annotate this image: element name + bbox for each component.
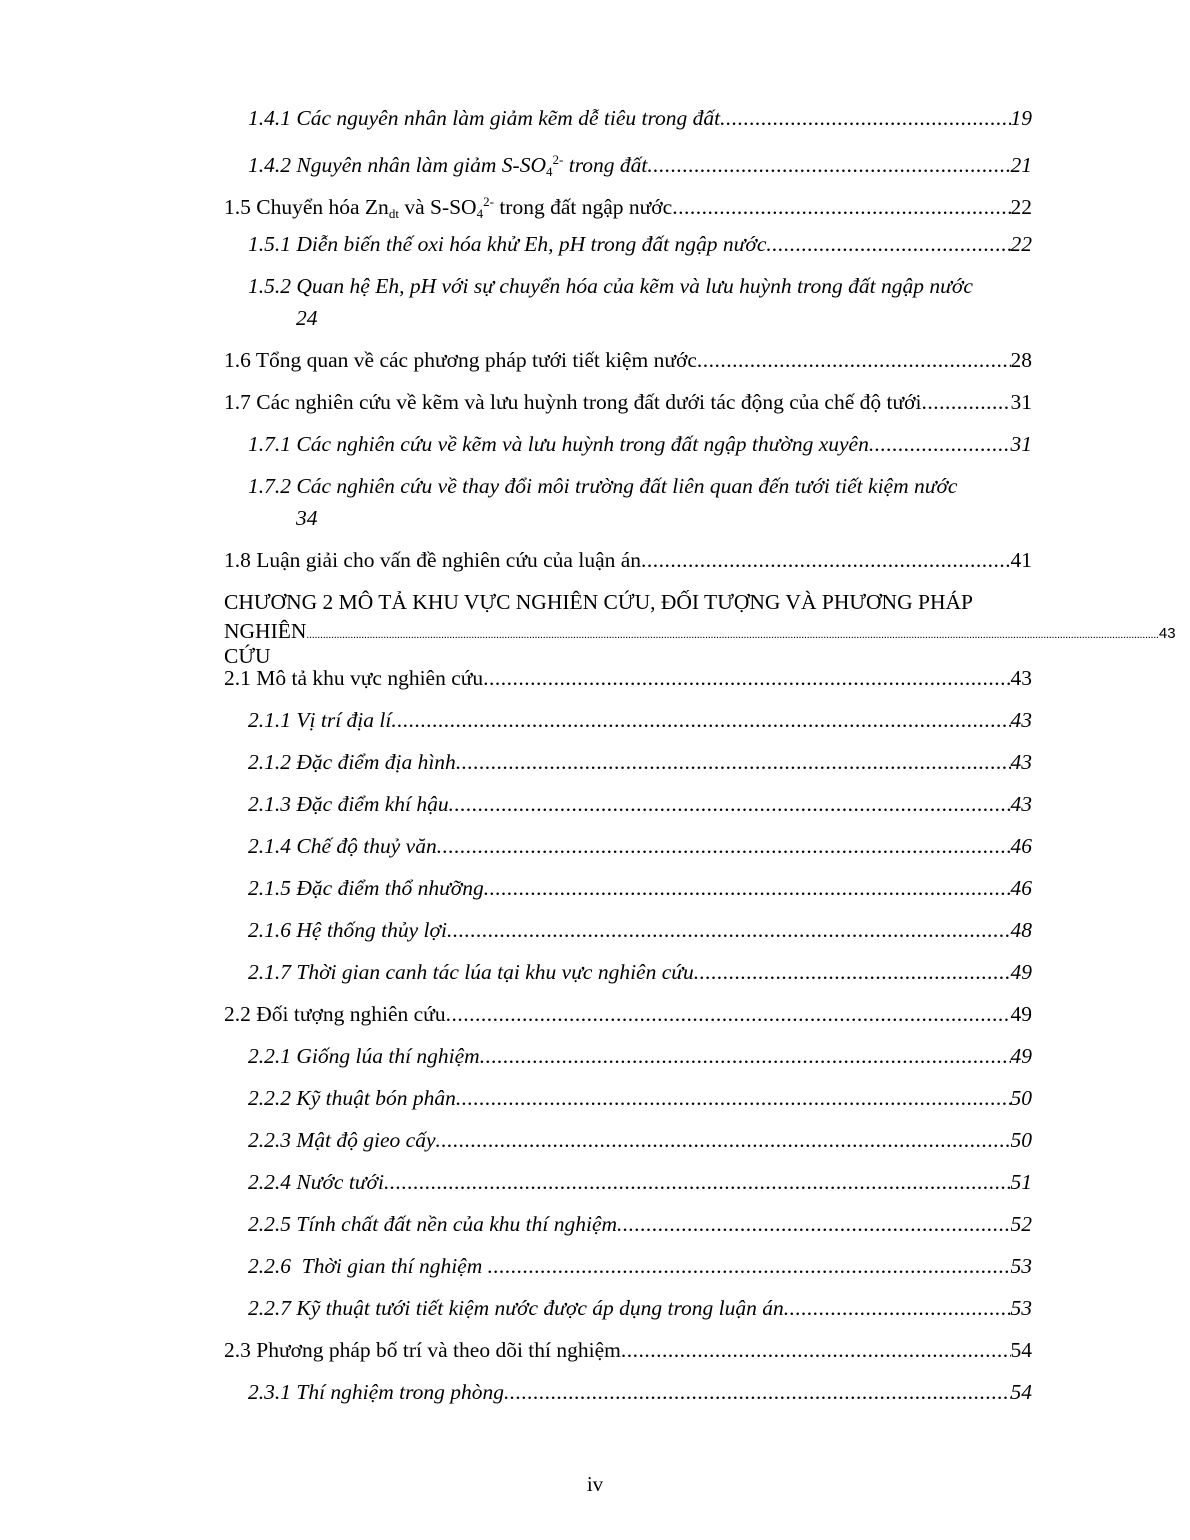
page-number-footer: iv [586, 1472, 604, 1496]
toc-leader [449, 789, 1011, 819]
toc-entry-2-1-2[interactable] [248, 747, 1032, 777]
toc-leader [504, 1377, 1010, 1407]
toc-entry-title: 1.7 Các nghiên cứu về kẽm và lưu huỳnh trong đất dưới tác động của chế độ tưới [224, 390, 922, 414]
toc-page-number: 49 [1010, 1002, 1032, 1026]
toc-entry-2-2-7[interactable] [248, 1293, 1032, 1323]
toc-leader [641, 545, 1010, 575]
toc-leader [766, 229, 1010, 259]
toc-leader [437, 831, 1011, 861]
toc-page-number: 51 [1010, 1170, 1032, 1194]
toc-entry-1-5-1[interactable] [248, 229, 1032, 259]
toc-page-number: 49 [1010, 1044, 1032, 1068]
toc-leader [484, 873, 1011, 903]
toc-entry-title: 2.1.4 Chế độ thuỷ văn [248, 834, 437, 858]
toc-entry-2-1-3[interactable] [248, 789, 1032, 819]
toc-entry-2-2-1[interactable] [248, 1041, 1032, 1071]
toc-entry-title: 1.6 Tổng quan về các phương pháp tưới tiết kiệm nước [224, 348, 697, 372]
toc-entry-2-1-6[interactable] [248, 915, 1032, 945]
toc-page-number: 46 [1010, 834, 1032, 858]
toc-entry-1-4-2[interactable] [248, 145, 1032, 187]
toc-entry-2-2[interactable] [224, 999, 1032, 1029]
toc-entry-1-6[interactable] [224, 345, 1032, 375]
toc-leader [306, 619, 1159, 644]
toc-entry-2-2-6[interactable] [248, 1251, 1032, 1281]
toc-leader [488, 1251, 1011, 1281]
toc-page-number: 28 [1010, 348, 1032, 372]
toc-leader [697, 345, 1011, 375]
toc-entry-1-7-2[interactable] [248, 471, 1048, 501]
toc-page-number: 54 [1010, 1338, 1032, 1362]
toc-entry-2-1-5[interactable] [248, 873, 1032, 903]
toc-leader [480, 1041, 1011, 1071]
toc-page-number: 48 [1010, 918, 1032, 942]
toc-entry-title: 2.2.6 Thời gian thí nghiệm [248, 1254, 488, 1278]
toc-entry-1-8[interactable] [224, 545, 1032, 575]
toc-entry-2-1-4[interactable] [248, 831, 1032, 861]
toc-page-number: 53 [1010, 1296, 1032, 1320]
toc-leader [436, 1125, 1011, 1155]
toc-leader [672, 192, 1010, 222]
toc-leader [647, 150, 1010, 180]
toc-entry-title: 1.4.2 Nguyên nhân làm giảm $S-SO_4^{2-}$ trong đất [248, 152, 648, 179]
toc-entry-title: 2.2.7 Kỹ thuật tưới tiết kiệm nước được áp dụng trong luận án [248, 1296, 784, 1320]
toc-chapter-2[interactable] [224, 619, 1176, 669]
toc-page-number: 53 [1010, 1254, 1032, 1278]
toc-leader [446, 999, 1011, 1029]
toc-entry-title: 2.1 Mô tả khu vực nghiên cứu [224, 666, 484, 690]
toc-entry-1-7-1[interactable] [248, 429, 1032, 459]
toc-entry-title: 1.8 Luận giải cho vấn đề nghiên cứu của luận án [224, 548, 642, 572]
toc-leader [447, 915, 1011, 945]
toc-page-number: 43 [1010, 666, 1032, 690]
toc-entry-title: 1.5 Chuyển hóa $Zn_{dt}$ và $S-SO_4^{2-}$ trong đất ngập nước [224, 194, 673, 221]
toc-entry-1-5[interactable] [224, 187, 1032, 229]
toc-entry-1-5-2[interactable] [248, 271, 1058, 301]
toc-entry-title: 2.1.7 Thời gian canh tác lúa tại khu vực nghiên cứu [248, 960, 694, 984]
toc-entry-2-2-3[interactable] [248, 1125, 1032, 1155]
toc-leader [720, 103, 1010, 133]
toc-entry-title: 2.1.6 Hệ thống thủy lợi [248, 918, 447, 942]
toc-entry-title: 2.2.1 Giống lúa thí nghiệm [248, 1044, 480, 1068]
toc-entry-2-3[interactable] [224, 1335, 1032, 1365]
toc-page-number: 46 [1010, 876, 1032, 900]
toc-entry-title: 2.3 Phương pháp bố trí và theo dõi thí nghiệm [224, 1338, 621, 1362]
toc-entry-title: 2.2.2 Kỹ thuật bón phân [248, 1086, 456, 1110]
toc-page-number: 43 [1158, 625, 1176, 642]
toc-entry-2-2-5[interactable] [248, 1209, 1032, 1239]
toc-leader [617, 1209, 1010, 1239]
toc-leader [621, 1335, 1011, 1365]
toc-page-number: 49 [1010, 960, 1032, 984]
toc-page-number: 54 [1010, 1380, 1032, 1404]
toc-entry-1-4-1[interactable] [248, 103, 1032, 133]
toc-entry-title: 1.7.1 Các nghiên cứu về kẽm và lưu huỳnh trong đất ngập thường xuyên [248, 432, 869, 456]
toc-entry-title: 2.2.5 Tính chất đất nền của khu thí nghiệm [248, 1212, 618, 1236]
toc-page-number: 41 [1010, 548, 1032, 572]
toc-page-number: 43 [1010, 792, 1032, 816]
toc-page-number: 21 [1010, 153, 1032, 177]
toc-entry-title: 2.1.1 Vị trí địa lí [248, 708, 392, 732]
toc-leader [456, 1083, 1011, 1113]
toc-entry-title: 2.2.3 Mật độ gieo cấy [248, 1128, 436, 1152]
toc-page-number: 43 [1010, 708, 1032, 732]
toc-leader [921, 387, 1010, 417]
toc-page-number: 19 [1010, 106, 1032, 130]
toc-entry-title: 1.5.2 Quan hệ Eh, pH với sự chuyển hóa của kẽm và lưu huỳnh trong đất ngập nước [248, 274, 973, 298]
toc-page-number: 31 [1010, 432, 1032, 456]
toc-entry-2-2-4[interactable] [248, 1167, 1032, 1197]
toc-leader [869, 429, 1011, 459]
toc-entry-title: 1.4.1 Các nguyên nhân làm giảm kẽm dễ tiêu trong đất [248, 106, 721, 130]
toc-entry-2-3-1[interactable] [248, 1377, 1032, 1407]
toc-chapter-2-title[interactable]: CHƯƠNG 2 MÔ TẢ KHU VỰC NGHIÊN CỨU, ĐỐI TƯỢNG VÀ PHƯƠNG PHÁP [224, 590, 973, 614]
toc-entry-title: 2.3.1 Thí nghiệm trong phòng [248, 1380, 505, 1404]
toc-leader [694, 957, 1011, 987]
toc-leader [384, 1167, 1011, 1197]
toc-entry-title: 2.2.4 Nước tưới [248, 1170, 384, 1194]
toc-entry-title: 1.7.2 Các nghiên cứu về thay đổi môi trường đất liên quan đến tưới tiết kiệm nước [248, 474, 958, 498]
toc-leader [456, 747, 1011, 777]
toc-page-number: 22 [1010, 195, 1032, 219]
toc-page-number: 50 [1010, 1128, 1032, 1152]
toc-entry-2-1-7[interactable] [248, 957, 1032, 987]
toc-entry-1-7[interactable] [224, 387, 1032, 417]
toc-leader [391, 705, 1010, 735]
toc-entry-title: 2.1.3 Đặc điểm khí hậu [248, 792, 449, 816]
toc-page-number: 52 [1010, 1212, 1032, 1236]
toc-entry-2-1[interactable] [224, 663, 1032, 693]
toc-entry-title: NGHIÊN CỨU [224, 619, 307, 668]
toc-page-number: 43 [1010, 750, 1032, 774]
toc-page-number: 34 [296, 506, 318, 530]
toc-entry-title: 2.1.5 Đặc điểm thổ nhưỡng [248, 876, 484, 900]
toc-page-number: 24 [296, 306, 318, 330]
toc-entry-title: 2.1.2 Đặc điểm địa hình [248, 750, 456, 774]
toc-page-number: 50 [1010, 1086, 1032, 1110]
toc-entry-title: 2.2 Đối tượng nghiên cứu [224, 1002, 446, 1026]
toc-leader [483, 663, 1010, 693]
toc-entry-2-1-1[interactable] [248, 705, 1032, 735]
toc-entry-2-2-2[interactable] [248, 1083, 1032, 1113]
toc-page-number: 22 [1010, 232, 1032, 256]
toc-leader [784, 1293, 1011, 1323]
toc-page-number: 31 [1010, 390, 1032, 414]
toc-entry-title: 1.5.1 Diễn biến thế oxi hóa khử Eh, pH trong đất ngập nước [248, 232, 767, 256]
